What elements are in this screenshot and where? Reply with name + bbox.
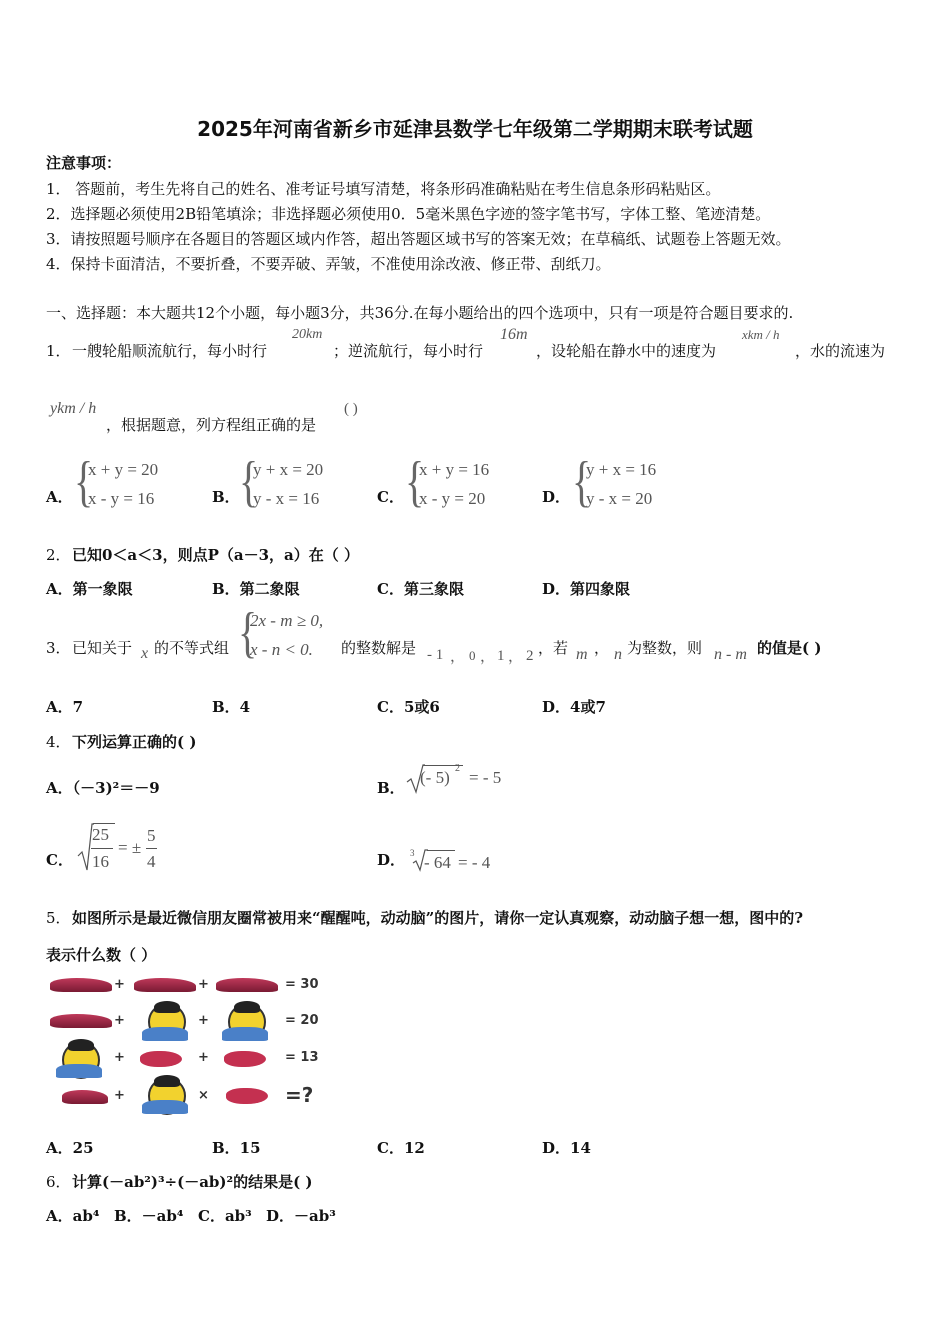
q3-solution: 2	[526, 648, 534, 664]
q5-text: 如图所示是最近微信朋友圈常被用来“醒醒吨，动动脑”的图片，请你一定认真观察，动动脑子想一想，图中的?	[72, 909, 804, 927]
puzzle-result: = 20	[285, 1013, 319, 1028]
q5-option-a: A．25	[46, 1139, 94, 1157]
brace-icon: {	[74, 449, 94, 513]
q6-option-d: D．－ab³	[266, 1207, 336, 1225]
shoe-icon	[134, 978, 196, 992]
q1-option-c-label: C．	[377, 488, 404, 506]
shoe-icon	[50, 978, 112, 992]
shoe-icon	[216, 978, 278, 992]
q6-option-c: C．ab³	[198, 1207, 252, 1225]
brace-icon: {	[239, 449, 259, 513]
q3-text-5: 为整数，则	[627, 639, 703, 657]
q6-option-a: A．ab⁴	[46, 1207, 100, 1225]
q5-text-2: 表示什么数（ ）	[46, 946, 157, 964]
q3-var-n: n	[614, 646, 622, 663]
q3-option-b: B．4	[212, 698, 251, 716]
shoe-icon	[62, 1090, 108, 1104]
q1-text-4: ，水的流速为	[795, 342, 886, 360]
q1-option-a-label: A．	[46, 488, 73, 506]
q1-var-20km: 20km	[292, 327, 323, 342]
q1-paren: ( )	[344, 401, 358, 417]
q4-option-d-index: 3	[410, 848, 415, 858]
q3-ineq-1: 2x - m ≥ 0,	[250, 611, 324, 630]
q3-solution: 1	[497, 648, 505, 664]
boy-body-icon	[142, 1100, 188, 1114]
q5-number: 5．	[46, 909, 71, 927]
q2-option-d: D．第四象限	[542, 580, 631, 598]
q4-option-b-label: B．	[377, 779, 405, 797]
q3-text-4: ，若	[538, 639, 569, 657]
q1-option-c-eq1: x + y = 16	[419, 460, 490, 479]
q1-option-b-eq1: y + x = 20	[253, 460, 324, 479]
q2-option-c: C．第三象限	[377, 580, 464, 598]
q4-option-a: A．（－3)²＝－9	[46, 779, 160, 797]
notice-heading: 注意事项：	[46, 154, 122, 172]
q4-option-c-num: 25	[92, 825, 109, 844]
q3-var-x: x	[141, 645, 149, 662]
q1-var-x: xkm / h	[742, 327, 780, 342]
boy-body-icon	[142, 1027, 188, 1041]
q2-option-b: B．第二象限	[212, 580, 300, 598]
q4-option-b-expr: (- 5)	[420, 768, 450, 787]
q1-var-y: ykm / h	[50, 400, 97, 417]
q1-text-1: 一艘轮船顺流航行，每小时行	[72, 342, 268, 360]
brace-icon: {	[572, 449, 592, 513]
q3-solution: 0	[469, 648, 476, 663]
q1-text-5: ，根据题意，列方程组正确的是	[106, 416, 317, 434]
q4-option-d-expr: - 64	[424, 853, 451, 872]
brace-icon: {	[238, 600, 258, 664]
q3-number: 3．	[46, 639, 71, 657]
puzzle-result: = 30	[285, 977, 319, 992]
q2-option-a: A．第一象限	[46, 580, 133, 598]
puzzle-op: +	[114, 1050, 125, 1065]
puzzle-result: = 13	[285, 1050, 319, 1065]
q1-option-d-label: D．	[542, 488, 571, 506]
brace-icon: {	[405, 449, 425, 513]
notice-item: 2．选择题必须使用2B铅笔填涂；非选择题必须使用0．5毫米黑色字迹的签字笔书写，字体工整、笔迹清楚。	[46, 205, 771, 223]
q1-option-a-eq1: x + y = 20	[88, 460, 159, 479]
q1-option-b-eq2: y - x = 16	[253, 489, 320, 508]
q5-option-c: C．12	[377, 1139, 425, 1157]
q1-option-d-eq1: y + x = 16	[586, 460, 657, 479]
puzzle-op: +	[114, 1013, 125, 1028]
q4-option-b-exp: 2	[455, 763, 460, 774]
whistle-icon	[224, 1051, 266, 1067]
q3-text-1: 已知关于	[72, 639, 133, 657]
puzzle-op: ×	[198, 1088, 209, 1103]
shoe-icon	[50, 1014, 112, 1028]
q3-ineq-2: x - n < 0.	[250, 640, 313, 659]
q1-option-c-eq2: x - y = 20	[419, 489, 486, 508]
q1-text-2: ；逆流航行，每小时行	[333, 342, 484, 360]
whistle-icon	[226, 1088, 268, 1104]
boy-body-icon	[56, 1064, 102, 1078]
q1-option-d-eq2: y - x = 20	[586, 489, 653, 508]
q1-option-a-eq2: x - y = 16	[88, 489, 155, 508]
q3-var-m: m	[576, 646, 588, 663]
q4-option-b-result: = - 5	[469, 768, 502, 787]
q3-text-3: 的整数解是	[341, 639, 417, 657]
q3-text-2: 的不等式组	[154, 639, 230, 657]
q4-option-c-pm: = ±	[118, 838, 142, 857]
q1-number: 1．	[46, 342, 71, 360]
q4-option-c-rden: 4	[147, 852, 156, 871]
page-title: 2025年河南省新乡市延津县数学七年级第二学期期末联考试题	[197, 117, 753, 141]
q3-option-d: D．4或7	[542, 698, 606, 716]
q3-solution: - 1	[427, 647, 444, 663]
whistle-icon	[140, 1051, 182, 1067]
notice-item: 3．请按照题号顺序在各题目的答题区域内作答，超出答题区域书写的答案无效；在草稿纸、试题卷上答题无效。	[46, 230, 791, 248]
q4-text: 下列运算正确的( )	[72, 733, 197, 751]
q4-number: 4．	[46, 733, 71, 751]
q4-option-d-label: D．	[377, 851, 406, 869]
puzzle-op: +	[198, 1050, 209, 1065]
puzzle-op: +	[198, 1013, 209, 1028]
puzzle-op: +	[198, 977, 209, 992]
q3-text-6: 的值是( )	[757, 639, 822, 657]
puzzle-op: +	[114, 1088, 125, 1103]
q6-option-b: B．－ab⁴	[114, 1207, 184, 1225]
q1-option-b-label: B．	[212, 488, 240, 506]
q1-var-16m: 16m	[500, 326, 528, 343]
notice-item: 4．保持卡面清洁，不要折叠，不要弄破、弄皱，不准使用涂改液、修正带、刮纸刀。	[46, 255, 611, 273]
q6-number: 6．	[46, 1173, 71, 1191]
q4-option-c-den: 16	[92, 852, 109, 871]
q3-option-c: C．5或6	[377, 698, 440, 716]
q2-number: 2．	[46, 546, 71, 564]
q5-option-b: B．15	[212, 1139, 261, 1157]
q5-option-d: D．14	[542, 1139, 591, 1157]
q1-text-3: ，设轮船在静水中的速度为	[536, 342, 717, 360]
notice-item: 1． 答题前，考生先将自己的姓名、准考证号填写清楚，将条形码准确粘贴在考生信息条形码粘贴区。	[46, 180, 721, 198]
q4-option-d-result: = - 4	[458, 853, 491, 872]
q4-option-c-label: C．	[46, 851, 73, 869]
section-heading: 一、选择题：本大题共12个小题，每小题3分，共36分.在每小题给出的四个选项中，只有一项是符合题目要求的.	[46, 304, 794, 322]
boy-body-icon	[222, 1027, 268, 1041]
q4-option-c-rnum: 5	[147, 826, 156, 845]
q3-var-nm: n - m	[714, 646, 747, 663]
puzzle-op: +	[114, 977, 125, 992]
q2-text: 已知0＜a＜3，则点P（a－3，a）在（ ）	[72, 546, 359, 564]
q3-option-a: A．7	[46, 698, 84, 716]
puzzle-result: =?	[285, 1083, 314, 1107]
q6-text: 计算(－ab²)³÷(－ab)²的结果是( )	[72, 1173, 313, 1191]
